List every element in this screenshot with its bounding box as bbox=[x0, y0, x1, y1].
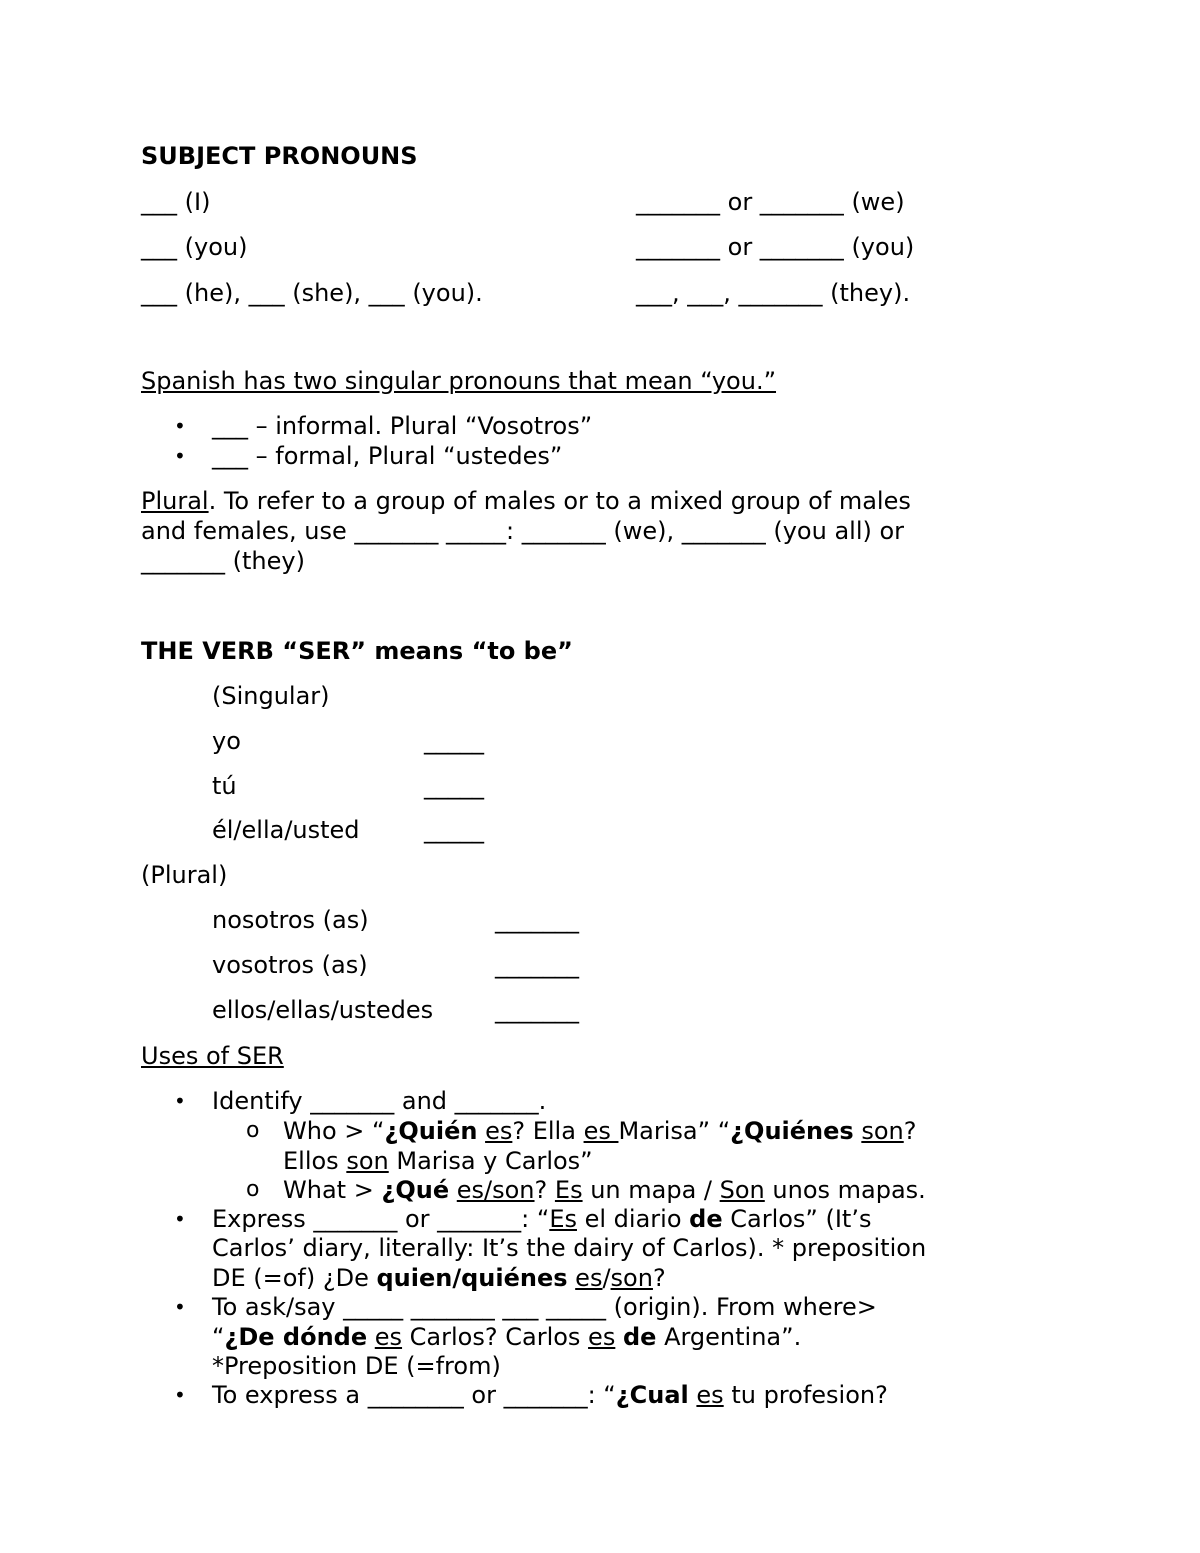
conj-pronoun-vosotros: vosotros (as) bbox=[212, 951, 368, 979]
example-who-line2: Ellos son Marisa y Carlos” bbox=[283, 1147, 593, 1175]
singular-label: (Singular) bbox=[212, 682, 330, 710]
conj-blank-el: _____ bbox=[424, 816, 484, 844]
bullet-icon: • bbox=[174, 1295, 186, 1319]
plural-paragraph-line2: and females, use _______ _____: _______ (we), _______ (you all) or bbox=[141, 517, 905, 545]
conj-pronoun-yo: yo bbox=[212, 727, 241, 755]
you-note-heading: Spanish has two singular pronouns that mean “you.” bbox=[141, 367, 777, 395]
plural-conj-label: (Plural) bbox=[141, 861, 228, 889]
conj-blank-vosotros: _______ bbox=[495, 951, 579, 979]
conj-pronoun-el: él/ella/usted bbox=[212, 816, 360, 844]
you-informal-item: ___ – informal. Plural “Vosotros” bbox=[212, 412, 593, 440]
use-express-line3: DE (=of) ¿De quien/quiénes es/son? bbox=[212, 1264, 666, 1292]
conj-pronoun-ellos: ellos/ellas/ustedes bbox=[212, 996, 434, 1024]
use-origin-line2: “¿De dónde es Carlos? Carlos es de Argentina”. bbox=[212, 1323, 802, 1351]
plural-text: . To refer to a group of males or to a mixed group of males bbox=[208, 487, 911, 515]
use-identify: Identify _______ and _______. bbox=[212, 1087, 547, 1115]
pronoun-you-plural: _______ or _______ (you) bbox=[636, 233, 915, 261]
uses-heading: Uses of SER bbox=[141, 1042, 284, 1070]
bullet-icon: • bbox=[174, 1383, 186, 1407]
bullet-icon: • bbox=[174, 1089, 186, 1113]
bullet-icon: • bbox=[174, 444, 186, 468]
example-who-line1: Who > “¿Quién es? Ella es Marisa” “¿Quiénes son? bbox=[283, 1117, 917, 1145]
conj-blank-tu: _____ bbox=[424, 772, 484, 800]
sub-bullet-icon: o bbox=[246, 1118, 260, 1143]
plural-label: Plural bbox=[141, 487, 209, 515]
conj-blank-ellos: _______ bbox=[495, 996, 579, 1024]
use-profession: To express a ________ or _______: “¿Cual es tu profesion? bbox=[212, 1381, 888, 1409]
pronoun-we: _______ or _______ (we) bbox=[636, 188, 905, 216]
pronoun-you: ___ (you) bbox=[141, 233, 248, 261]
sub-bullet-icon: o bbox=[246, 1177, 260, 1202]
pronoun-i: ___ (I) bbox=[141, 188, 211, 216]
plural-paragraph-line1 bbox=[141, 486, 911, 516]
use-origin-line3: *Preposition DE (=from) bbox=[212, 1352, 501, 1380]
use-express-line1: Express _______ or _______: “Es el diario de Carlos” (It’s bbox=[212, 1205, 872, 1233]
pronoun-they: ___, ___, _______ (they). bbox=[636, 279, 911, 307]
plural-paragraph-line3: _______ (they) bbox=[141, 547, 305, 575]
you-formal-item: ___ – formal, Plural “ustedes” bbox=[212, 442, 563, 470]
conj-pronoun-nosotros: nosotros (as) bbox=[212, 906, 369, 934]
subject-pronouns-title: SUBJECT PRONOUNS bbox=[141, 142, 418, 170]
use-express-line2: Carlos’ diary, literally: It’s the dairy of Carlos). * preposition bbox=[212, 1234, 927, 1262]
use-origin-line1: To ask/say _____ _______ ___ _____ (origin). From where> bbox=[212, 1293, 877, 1321]
ser-section-title: THE VERB “SER” means “to be” bbox=[141, 637, 573, 665]
bullet-icon: • bbox=[174, 1207, 186, 1231]
conj-pronoun-tu: tú bbox=[212, 772, 237, 800]
conj-blank-yo: _____ bbox=[424, 727, 484, 755]
pronoun-he-she-you: ___ (he), ___ (she), ___ (you). bbox=[141, 279, 483, 307]
example-what: What > ¿Qué es/son? Es un mapa / Son unos mapas. bbox=[283, 1176, 926, 1204]
bullet-icon: • bbox=[174, 414, 186, 438]
conj-blank-nosotros: _______ bbox=[495, 906, 579, 934]
